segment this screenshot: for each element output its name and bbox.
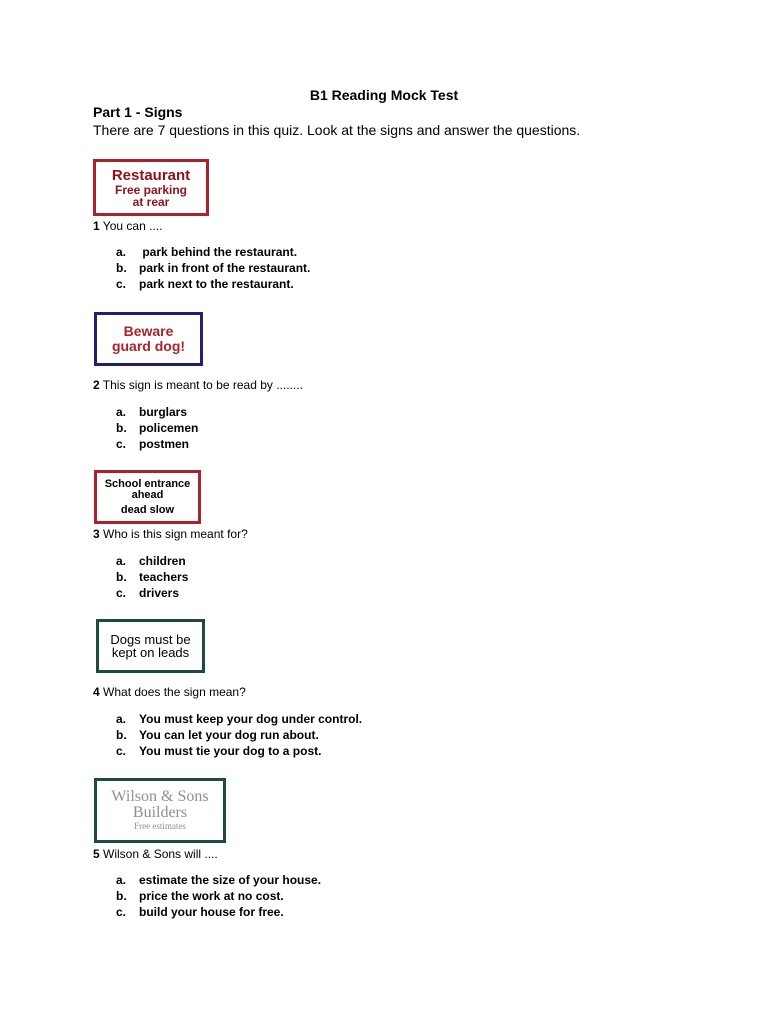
option-text: postmen xyxy=(139,437,190,451)
section-heading: Part 1 - Signs xyxy=(93,104,183,120)
school-entrance-sign-image xyxy=(94,470,201,524)
option-letter: a. xyxy=(116,554,127,568)
answer-option xyxy=(116,404,198,420)
document-title: B1 Reading Mock Test xyxy=(309,87,459,103)
answer-option xyxy=(116,711,362,727)
answer-options-4 xyxy=(116,711,362,759)
option-letter: a. xyxy=(116,873,127,887)
answer-option xyxy=(116,244,310,260)
option-letter: c. xyxy=(116,744,127,758)
sign-text: Dogs must be xyxy=(110,632,191,647)
option-text: build your house for free. xyxy=(139,905,284,919)
option-letter: b. xyxy=(116,570,127,584)
option-text: You can let your dog run about. xyxy=(139,728,319,742)
option-text: teachers xyxy=(139,570,189,584)
builders-sign-image xyxy=(94,778,226,843)
sign-text: Builders xyxy=(132,804,188,821)
answer-option xyxy=(116,585,188,601)
guard-dog-sign-image xyxy=(94,312,203,366)
question-text: Wilson & Sons will .... xyxy=(99,847,218,861)
sign-text: at rear xyxy=(132,194,170,209)
sign-text: Free estimates xyxy=(134,821,186,831)
option-text: park behind the restaurant. xyxy=(139,245,298,259)
answer-option xyxy=(116,436,198,452)
question-3 xyxy=(93,527,248,541)
sign-text: guard dog! xyxy=(111,338,186,354)
question-4 xyxy=(93,685,246,699)
sign-text: ahead xyxy=(131,488,164,501)
option-text: You must tie your dog to a post. xyxy=(139,744,322,758)
question-2 xyxy=(93,378,303,392)
sign-text: Restaurant xyxy=(111,166,191,184)
option-letter: c. xyxy=(116,437,127,451)
question-text: What does the sign mean? xyxy=(99,685,246,699)
option-text: You must keep your dog under control. xyxy=(139,712,363,726)
answer-option xyxy=(116,727,362,743)
question-number: 3 xyxy=(93,527,100,541)
answer-option xyxy=(116,276,310,292)
question-1 xyxy=(93,219,162,233)
dogs-leads-sign-image xyxy=(96,619,205,673)
option-letter: b. xyxy=(116,728,127,742)
sign-text: Beware xyxy=(123,323,174,339)
option-text: park next to the restaurant. xyxy=(139,277,294,291)
answer-option xyxy=(116,888,321,904)
answer-option xyxy=(116,904,321,920)
option-text: burglars xyxy=(139,405,188,419)
question-text: Who is this sign meant for? xyxy=(99,527,248,541)
option-text: estimate the size of your house. xyxy=(139,873,322,887)
question-number: 2 xyxy=(93,378,100,392)
sign-text: dead slow xyxy=(120,503,175,516)
instructions-text: There are 7 questions in this quiz. Look at the signs and answer the questions. xyxy=(93,122,581,138)
sign-text: kept on leads xyxy=(111,645,190,660)
option-letter: a. xyxy=(116,245,127,259)
option-letter: c. xyxy=(116,277,127,291)
answer-option xyxy=(116,553,188,569)
question-5 xyxy=(93,847,218,861)
option-letter: c. xyxy=(116,905,127,919)
answer-options-3 xyxy=(116,553,188,601)
sign-text: Free parking xyxy=(114,182,188,197)
question-number: 4 xyxy=(93,685,100,699)
answer-option xyxy=(116,743,362,759)
sign-text: Wilson & Sons xyxy=(111,788,209,805)
option-letter: a. xyxy=(116,712,127,726)
restaurant-sign-image xyxy=(93,159,209,216)
option-text: park in front of the restaurant. xyxy=(139,261,311,275)
option-letter: b. xyxy=(116,889,127,903)
question-text: You can .... xyxy=(99,219,163,233)
question-number: 1 xyxy=(93,219,100,233)
sign-text: School entrance xyxy=(104,477,191,490)
answer-options-2 xyxy=(116,404,198,452)
option-text: children xyxy=(139,554,186,568)
option-text: price the work at no cost. xyxy=(139,889,284,903)
option-text: policemen xyxy=(139,421,199,435)
answer-option xyxy=(116,569,188,585)
answer-options-5 xyxy=(116,872,321,920)
option-letter: a. xyxy=(116,405,127,419)
option-letter: b. xyxy=(116,421,127,435)
option-letter: b. xyxy=(116,261,127,275)
answer-option xyxy=(116,420,198,436)
option-letter: c. xyxy=(116,586,127,600)
question-text: This sign is meant to be read by ........ xyxy=(99,378,303,392)
question-number: 5 xyxy=(93,847,100,861)
answer-option xyxy=(116,260,310,276)
answer-options-1 xyxy=(116,244,310,292)
answer-option xyxy=(116,872,321,888)
option-text: drivers xyxy=(139,586,180,600)
